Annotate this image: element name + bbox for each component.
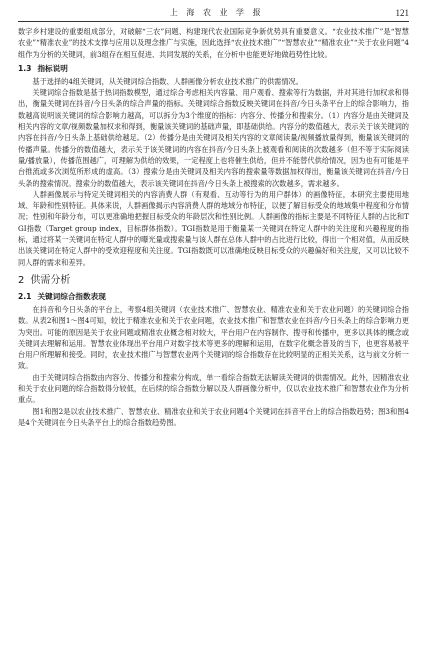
body-paragraph: 关键词综合指数是基于热词指数模型，通过综合考虑相关内容量、用户观看、搜索等行为数据，并对其进行加权求和得出，衡量关键词在抖音/今日头条的综合声量的指标。关键词综合指数反映关键词在抖音/今日头条平台上的综合影响力，指数越高说明该关键词的综合影响力越高，可以拆分为3个维度的指标：内容分、传播分和搜索分。（1）内容分是由关键词及相关内容的文章/视频数量加权求和得到，衡量该关键词的基础声量，即基础供给。内容分的数值越大，表示关于该关键词的内容在抖音/今日头条上基础供给越足。（2）传播分是由关键词及相关内容的文章阅读量/视频播放量得到，衡量该关键词的传播声量。传播分的数值越大，表示关于该关键词的内容在抖音/今日头条上被观看和阅读的次数越多（但不等于实际阅读量/播放量），传播范围越广，可理解为供给的效果，一定程度上也将催生供给，但并不能替代供给情况，因为也有可能是平台推流或多次浏览所形成的虚高。（3）搜索分是由关键词及相关内容的搜索量等数据加权得出，衡量该关键词在抖音/今日头条的搜索情况。搜索分的数值越大，表示该关键词在抖音/今日头条上被搜索的次数越多，需求越多。 [18, 88, 409, 188]
journal-name: 上 海 农 业 学 报 [169, 8, 264, 17]
section-number: 2.1 [18, 291, 32, 301]
body-paragraph: 人群画像展示与特定关键词相关的内容消费人群（有观看、互动等行为的用户群体）的画像特征，本研究主要使用地域、年龄和性别特征。具体来说，人群画像揭示内容消费人群的地域分布特征，以便了解目标受众的地域集中程度和分布情况；性别和年龄分布，可以更准确地把握目标受众的年龄层次和性别比例。人群画像的指标主要是不同特征人群的占比和TGI指数（Target group index，目标群体指数）。TGI指数是用于衡量某一关键词在特定人群中的关注度和兴趣程度的指标，通过将某一关键词在特定人群中的曝光量或搜索量与该人群在总体人群中的占比进行比较，得出一个相对值，从而反映出该关键词在特定人群中的受欢迎程度和关注度。TGI指数既可以准确地反映目标受众的兴趣偏好和关注度，又可以比较不同人群的需求和差异。 [18, 189, 409, 267]
section-title: 关键词综合指数表现 [37, 291, 106, 301]
section-heading [18, 291, 409, 302]
body-paragraph: 在抖音和今日头条的平台上，考察4组关键词（农业技术推广、智慧农业、精准农业和关于农业问题）的关键词综合指数。从表2和图1～图4可知，较比于精准农业和关于农业问题，农业技术推广和智慧农业在抖音/今日头条上的综合影响力更为突出。可能的原因是关于农业问题或精准农业概念相对较大，平台用户在内容制作、搜寻和传播中，更多以具体的概念或关键词去理解和运用。智慧农业体现出平台用户对数字技术等更多的理解和运用，在数字化概念普及的当下，也更容易被平台用户所理解和接受。同时，农业技术推广与智慧农业两个关键词的综合指数存在比较明显的正相关关系，这与前文分析一致。 [18, 304, 409, 371]
body-paragraph: 图1和图2是以农业技术推广、智慧农业、精准农业和关于农业问题4个关键词在抖音平台上的综合指数趋势；图3和图4是4个关键词在今日头条平台上的综合指数趋势图。 [18, 406, 409, 427]
page-number: 121 [395, 8, 409, 18]
section-heading [18, 63, 409, 74]
section-title: 供需分析 [30, 274, 71, 286]
section-number: 1.3 [18, 63, 32, 73]
body-paragraph: 由于关键词综合指数由内容分、传播分和搜索分构成，单一看综合指数无法解读关键词的供需情况。此外，因精准农业和关于农业问题的综合指数得分较低，在后续的综合指数分解以及人群画像分析中，仅以农业技术推广和智慧农业作为分析重点。 [18, 372, 409, 405]
running-header [18, 6, 409, 22]
body-paragraph: 基于选择的4组关键词，从关键词综合指数、人群画像分析农业技术推广的供需情况。 [32, 76, 303, 86]
section-title: 指标说明 [37, 63, 68, 73]
body-paragraph: 数字乡村建设的重要组成部分，对破解“三农”问题、构建现代农业国际竞争新优势具有重要意义。“农业技术推广”是“智慧农业”“精准农业”的技术支撑与应用以及理念推广与实施，因此选择“农业技术推广”“智慧农业”“精准农业”“关于农业问题”4组作为分析的关键词，前3组存在相互促进、共同发展的关系，在分析中也能更好地做趋势性比较。 [18, 27, 409, 59]
section-number: 2 [18, 274, 25, 286]
section-heading [18, 274, 409, 287]
